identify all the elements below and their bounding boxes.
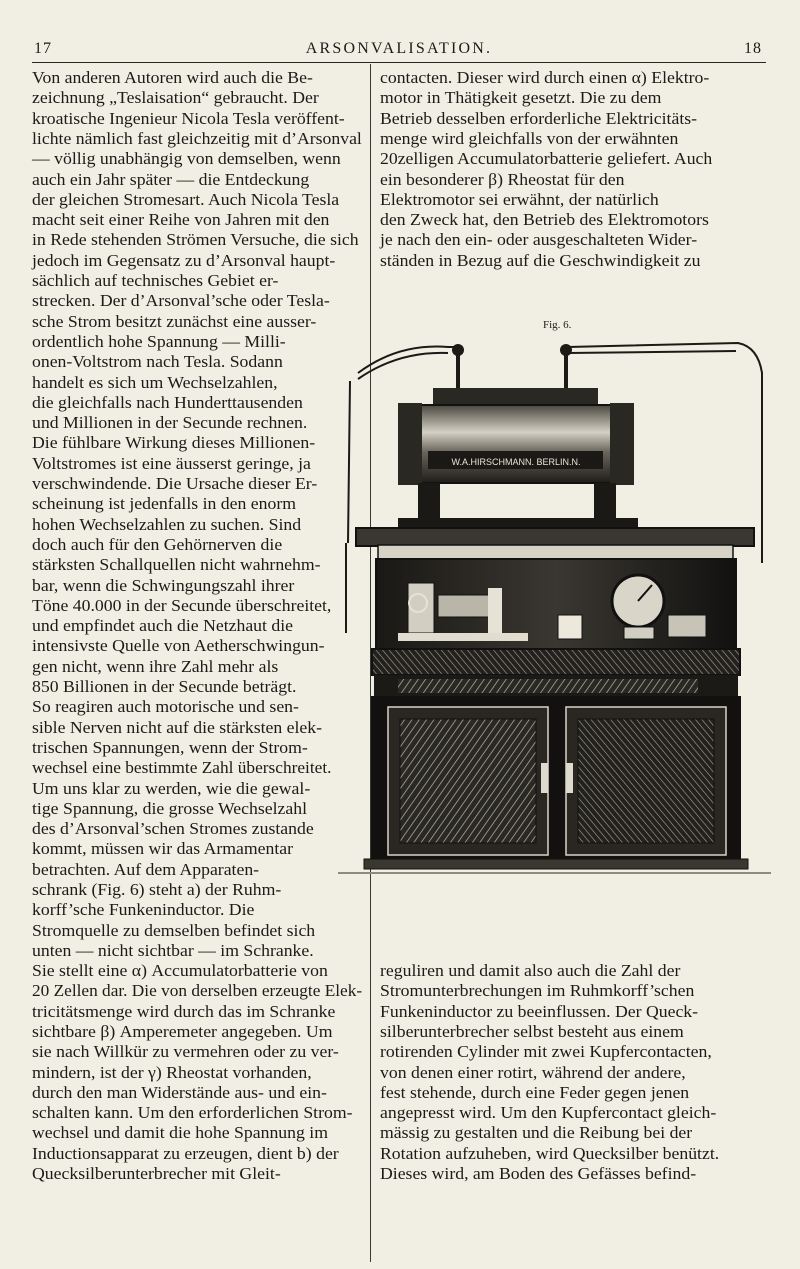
text-line: korff’sche Funkeninductor. Die [32, 900, 255, 920]
running-title: ARSONVALISATION. [305, 40, 493, 57]
text-line: scheinung ist jedenfalls in den enorm [32, 494, 296, 514]
text-line: ordentlich hohe Spannung — Milli- [32, 331, 286, 351]
text-line: sible Nerven nicht auf die stärksten elek- [32, 717, 323, 737]
figure-caption: Fig. 6. [543, 319, 572, 331]
text-line: doch auch für den Gehörnerven die [32, 534, 283, 554]
text-line: der gleichen Stromesart. Auch Nicola Tesla [32, 189, 340, 209]
text-line: die gleichfalls nach Hunderttausenden [32, 392, 303, 412]
text-line: Die fühlbare Wirkung dieses Millionen- [32, 433, 316, 453]
text-line: Von anderen Autoren wird auch die Be- [32, 68, 313, 87]
text-line: trischen Spannungen, wenn der Strom- [32, 737, 308, 757]
text-line: je nach den ein- oder ausgeschalteten Wider- [380, 230, 698, 250]
text-line: den Zweck hat, den Betrieb des Elektromotors [380, 210, 709, 230]
text-line: auch ein Jahr später — die Entdeckung [32, 169, 310, 189]
text-line: reguliren und damit also auch die Zahl der [380, 961, 681, 980]
text-line: intensivste Quelle von Aetherschwingun- [32, 636, 325, 656]
text-line: Sie stellt eine α) Accumulatorbatterie von [32, 961, 328, 980]
text-line: ständen in Bezug auf die Geschwindigkeit zu [380, 250, 701, 270]
text-line: sche Strom besitzt zunächst eine ausser- [32, 311, 317, 331]
text-line: silberunterbrecher selbst besteht aus einem [380, 1021, 684, 1041]
text-line: tricitätsmenge wird durch das im Schranke [32, 1001, 336, 1021]
ruhmkorff-inductor-icon [398, 388, 638, 528]
text-line: strecken. Der d’Arsonval’sche oder Tesla- [32, 291, 330, 311]
text-line: zeichnung „Teslaisation“ gebraucht. Der [32, 88, 319, 108]
text-line: So reagiren auch motorische und sen- [32, 697, 299, 717]
text-line: onen-Voltstrom nach Tesla. Sodann [32, 352, 283, 372]
text-line: macht seit einer Reihe von Jahren mit den [32, 210, 330, 230]
text-line: Töne 40.000 in der Secunde überschreitet, [32, 595, 332, 615]
running-header [32, 32, 766, 63]
text-line: mässig zu gestalten und die Reibung bei der [380, 1123, 693, 1143]
text-line: angepresst wird. Um den Kupfercontact gleich- [380, 1103, 717, 1123]
text-line: Stromquelle zu demselben befindet sich [32, 920, 316, 940]
text-line: verschwindende. Die Ursache dieser Er- [32, 474, 318, 493]
text-line: bar, wenn die Schwingungszahl ihrer [32, 575, 295, 595]
text-line: 20 Zellen dar. Die von derselben erzeugte Elek- [32, 981, 363, 1001]
text-line: rotirenden Cylinder mit zwei Kupfercontacten, [380, 1042, 712, 1062]
text-line: Elektromotor sei erwähnt, der natürlich [380, 189, 659, 209]
text-line: durch den man Widerstände aus- und ein- [32, 1082, 327, 1102]
text-line: Um uns klar zu werden, wie die gewal- [32, 778, 311, 798]
text-line: sichtbare β) Amperemeter angegeben. Um [32, 1021, 333, 1041]
text-line: kommt, müssen wir das Armamentar [32, 839, 294, 859]
text-line: jedoch im Gegensatz zu d’Arsonval haupt- [32, 250, 336, 270]
text-line: schalten kann. Um den erforderlichen Strom- [32, 1103, 353, 1123]
text-line: 20zelligen Accumulatorbatterie geliefert. Auch [380, 149, 713, 169]
text-line: schrank (Fig. 6) steht a) der Ruhm- [32, 880, 282, 899]
text-line: Dieses wird, am Boden des Gefässes befind- [380, 1164, 697, 1183]
text-line: wechsel eine bestimmte Zahl überschreitet. [32, 758, 332, 778]
text-line: mindern, ist der γ) Rheostat vorhanden, [32, 1062, 312, 1082]
text-line: betrachten. Auf dem Apparaten- [32, 859, 260, 879]
text-line: und empfindet auch die Netzhaut die [32, 616, 294, 636]
text-line: gen nicht, wenn ihre Zahl mehr als [32, 656, 279, 676]
text-line: kroatische Ingenieur Nicola Tesla veröffent- [32, 108, 345, 128]
figure-apparatus-cabinet [338, 333, 771, 878]
text-line: ein besonderer β) Rheostat für den [380, 169, 625, 189]
text-line: sächlich auf technisches Gebiet er- [32, 271, 279, 290]
text-line: fest stehende, durch eine Feder gegen jenen [380, 1082, 690, 1102]
maker-plate: W.A.HIRSCHMANN. BERLIN.N. [451, 457, 581, 467]
text-line: — völlig unabhängig von demselben, wenn [32, 149, 341, 169]
text-line: Rotation aufzuheben, wird Quecksilber benützt. [380, 1143, 720, 1163]
text-line: contacten. Dieser wird durch einen α) Elektro- [380, 68, 710, 87]
text-line: Voltstromes ist eine äusserst geringe, ja [32, 453, 311, 473]
text-line: Stromunterbrechungen im Ruhmkorff’schen [380, 981, 695, 1001]
text-line: menge wird gleichfalls von der erwähnten [380, 128, 679, 148]
text-line: hohen Wechselzahlen zu suchen. Sind [32, 514, 302, 534]
text-line: motor in Thätigkeit gesetzt. Die zu dem [380, 88, 662, 108]
text-line: handelt es sich um Wechselzahlen, [32, 372, 278, 392]
text-line: von denen einer rotirt, während der andere, [380, 1062, 686, 1082]
text-line: Inductionsapparat zu erzeugen, dient b) der [32, 1143, 339, 1163]
text-line: stärksten Schallquellen nicht wahrnehm- [32, 555, 321, 575]
text-line: wechsel und damit die hohe Spannung im [32, 1123, 328, 1143]
text-line: in Rede stehenden Strömen Versuche, die sich [32, 230, 359, 250]
text-line: und Millionen in der Secunde rechnen. [32, 413, 308, 433]
text-line: Betrieb desselben erforderliche Elektricitäts- [380, 108, 698, 128]
text-line: lichte nämlich fast gleichzeitig mit d’Arsonval [32, 128, 362, 148]
left-page-number: 17 [34, 40, 52, 57]
text-line: sie nach Willkür zu vermehren oder zu ver- [32, 1042, 339, 1062]
text-line: Quecksilberunterbrecher mit Gleit- [32, 1164, 281, 1183]
cabinet-doors [372, 697, 740, 863]
right-page-number: 18 [744, 40, 762, 57]
text-line: unten — nicht sichtbar — im Schranke. [32, 940, 314, 960]
text-line: des d’Arsonval’schen Stromes zustande [32, 819, 314, 839]
text-line: Funkeninductor zu beeinflussen. Der Queck- [380, 1001, 699, 1021]
text-line: tige Spannung, die grosse Wechselzahl [32, 798, 308, 818]
text-line: 850 Billionen in der Secunde beträgt. [32, 677, 297, 696]
